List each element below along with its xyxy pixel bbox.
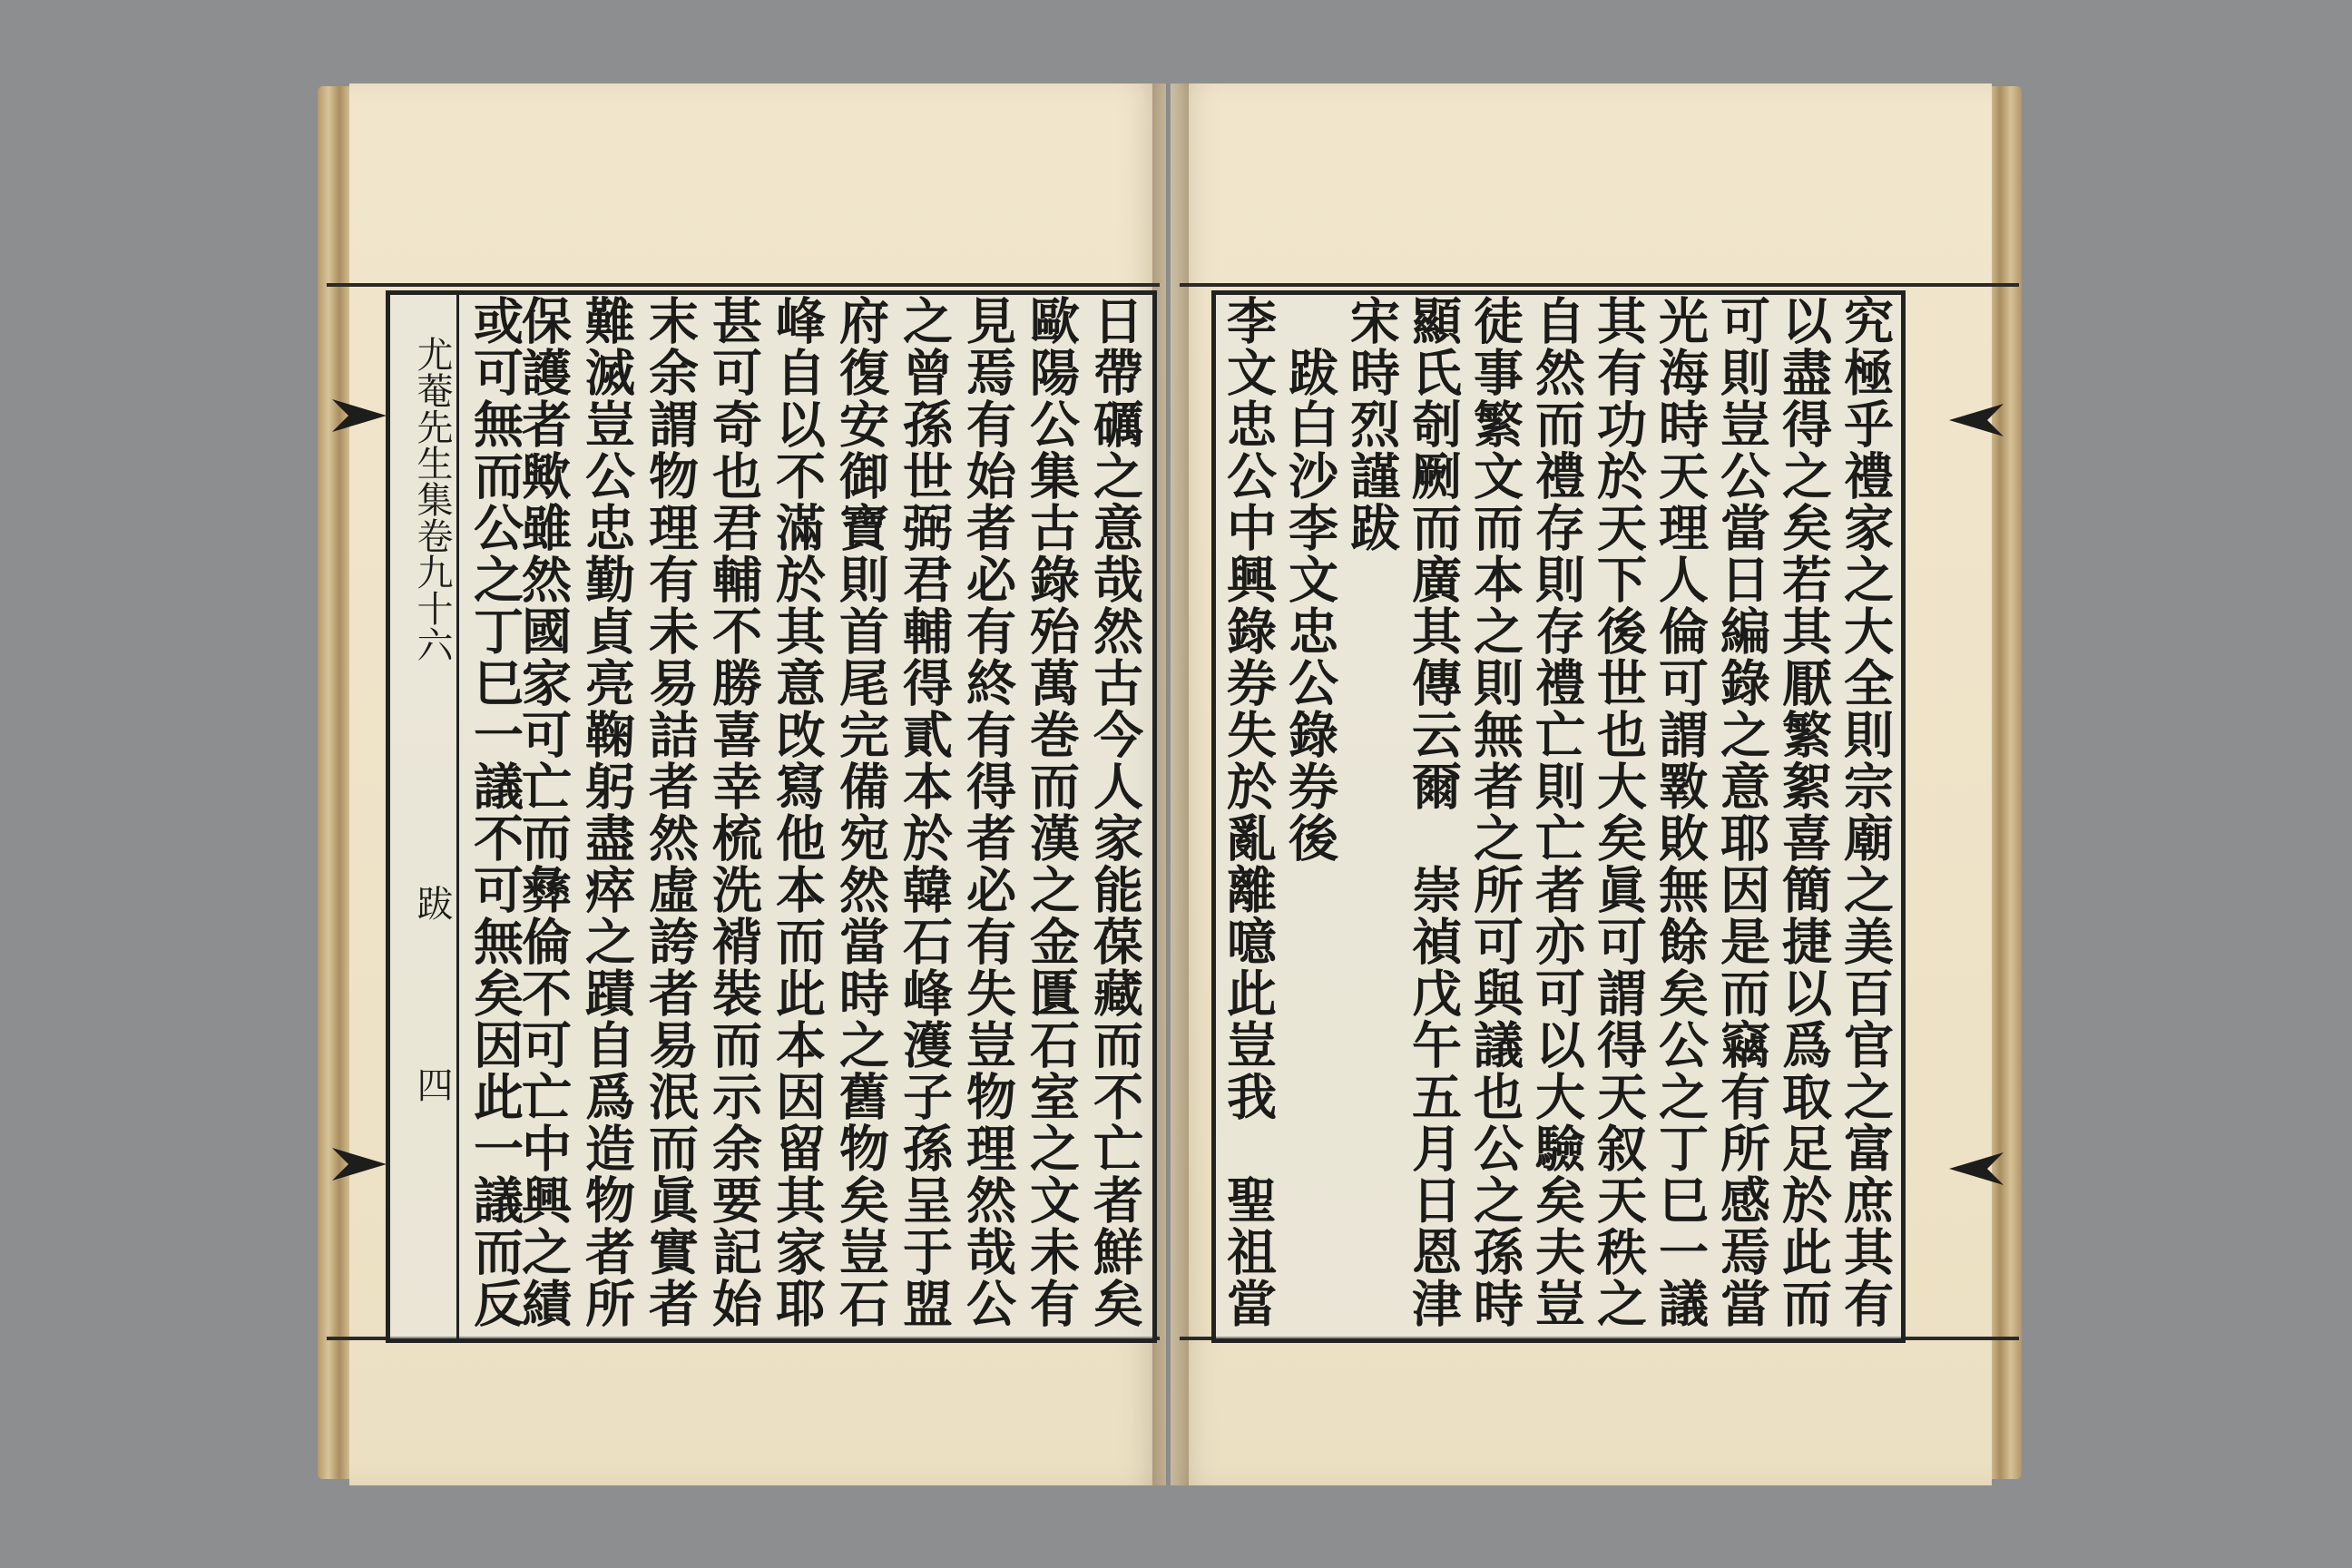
text-column: 其有功於天下後世也大矣眞可謂得天叙天秩之 [1589, 295, 1648, 1329]
text-column: 宋時烈謹跋 [1342, 295, 1401, 554]
text-column: 可則豈公當日編錄之意耶因是而竊有所感焉當 [1712, 295, 1771, 1329]
text-column: 究極乎禮家之大全則宗廟之美百官之富庶其有 [1836, 295, 1895, 1329]
text-column: 難滅豈公忠勤貞亮鞠躬盡瘁之蹟自爲造物者所 [577, 295, 636, 1329]
binding-thread-top-right [1180, 283, 2019, 287]
page-number: 四 [411, 1066, 453, 1102]
text-column: 峰自以不滿於其意攺寫他本而此本因留其家耶 [768, 295, 827, 1329]
section-label: 跋 [411, 885, 453, 921]
text-column: 歐陽公集古錄殆萬巻而漢之金匱石室之文未有 [1022, 295, 1081, 1329]
text-column: 光海時天理人倫可謂斁敗無餘矣公之丁巳一議 [1651, 295, 1710, 1329]
left-text-frame [386, 290, 1157, 1343]
text-column: 以盡得之矣若其厭繁絮喜簡捷以爲取足於此而 [1774, 295, 1833, 1329]
binding-thread-top-left [327, 283, 1160, 287]
text-column: 之曾孫世弼君輔得貳本於韓石峰濩子孫呈于盟 [895, 295, 954, 1329]
text-column: 日帶礪之意哉然古今人家能葆藏而不亡者鮮矣 [1085, 295, 1144, 1329]
text-column: 府復安御寶則首尾完備宛然當時之舊物矣豈石 [831, 295, 890, 1329]
text-column: 甚可奇也君輔不勝喜幸梳洗褙裝而示余要記始 [704, 295, 763, 1329]
essay-title: 跋白沙李文忠公錄券後 [1280, 295, 1339, 864]
text-column: 末余謂物理有未易詰者然虛誇者易泯而眞實者 [641, 295, 700, 1329]
text-column: 徒事繁文而本之則無者之所可與議也公之孫時 [1465, 295, 1524, 1329]
text-column: 顯氏剞劂而廣其傳云爾 崇禎戊午五月日恩津 [1404, 295, 1463, 1329]
text-column: 見焉有始者必有終有得者必有失豈物理然哉公 [958, 295, 1017, 1329]
right-text-frame [1211, 290, 1906, 1343]
book-gutter [1152, 83, 1189, 1485]
text-column: 李文忠公中興錄券失於亂離噫此豈我 聖祖當 [1219, 295, 1278, 1329]
text-column: 自然而禮存則存禮亡則亡者亦可以大驗矣夫豈 [1527, 295, 1586, 1329]
text-column: 或可無而公之丁巳一議不可無矣因此一議而反 [466, 295, 524, 1329]
text-column: 保護者歟雖然國家可亡而彝倫不可亡中興之績 [514, 295, 573, 1329]
book-title-margin: 尤菴先生集卷九十六 [411, 336, 453, 662]
